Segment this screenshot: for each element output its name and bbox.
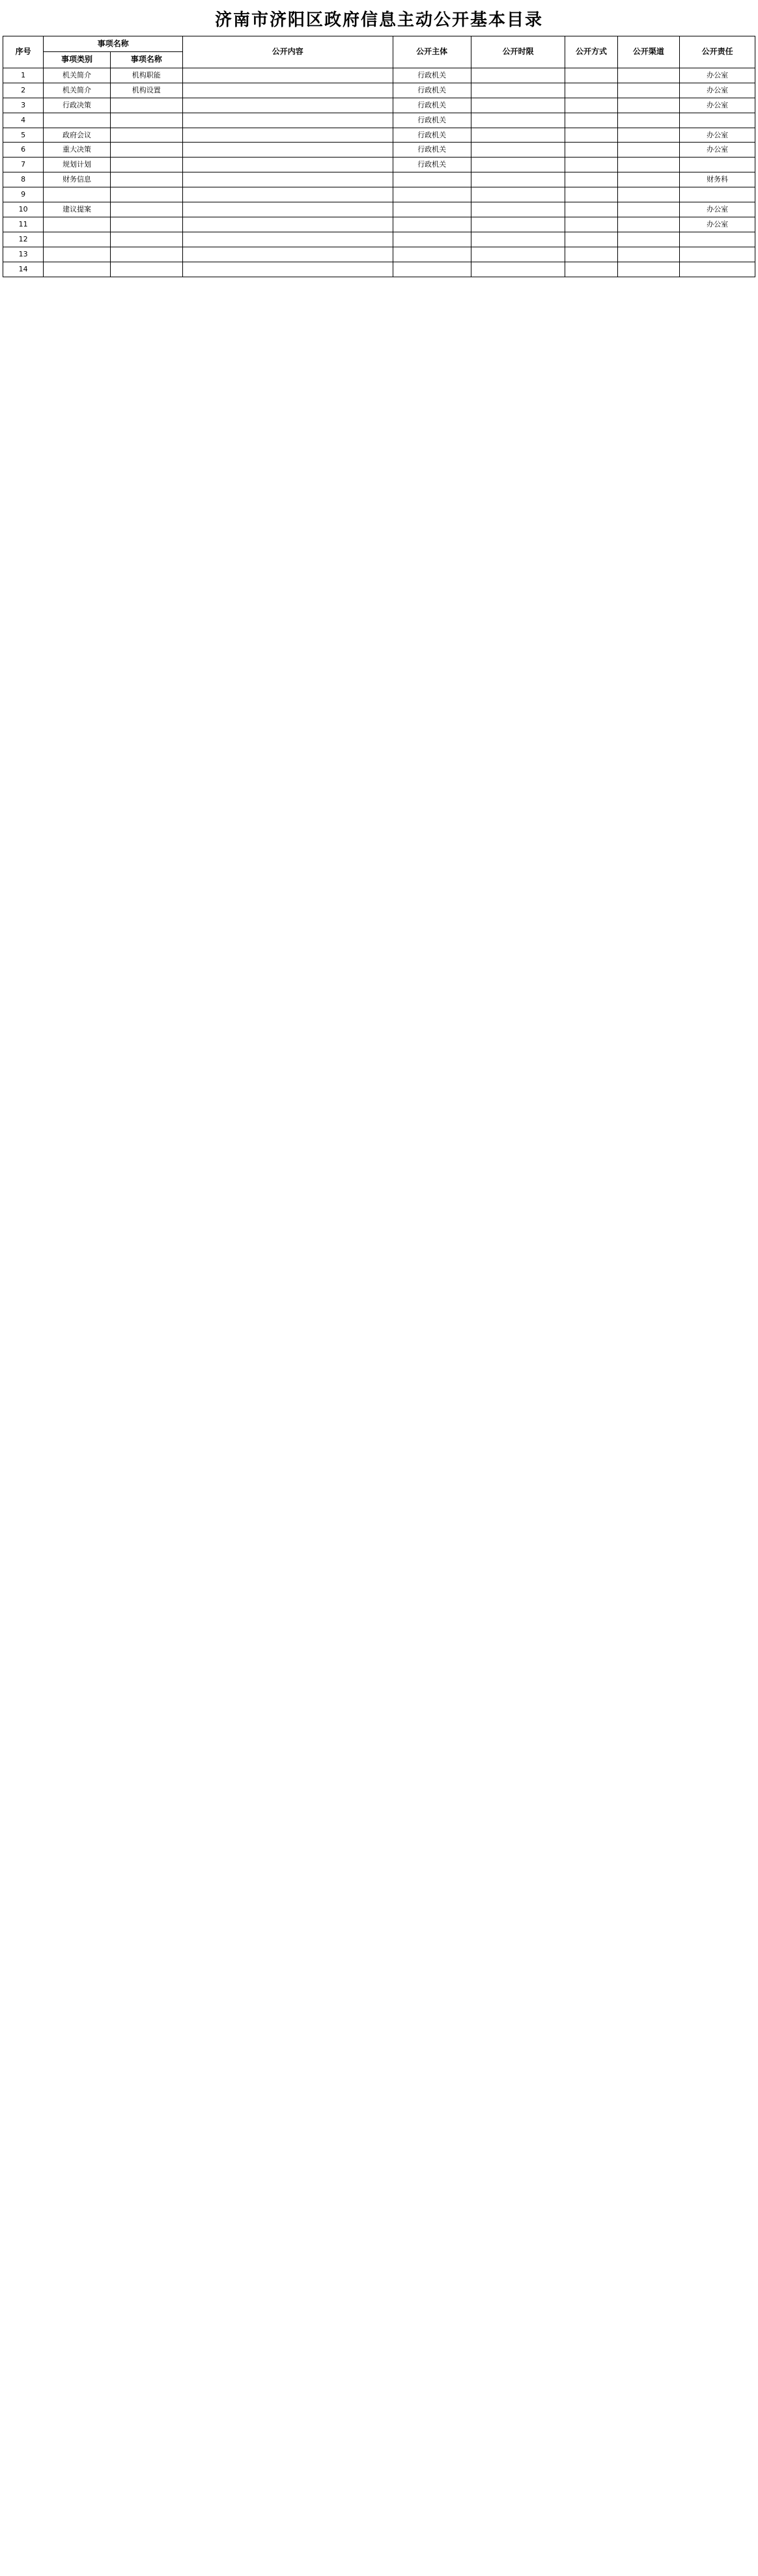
cell-name xyxy=(110,113,182,128)
cell-way xyxy=(565,202,617,217)
cell-no: 2 xyxy=(3,83,44,98)
cell-way xyxy=(565,98,617,113)
cell-category: 建议提案 xyxy=(44,202,110,217)
header-responsibility: 公开责任 xyxy=(680,36,755,68)
cell-name xyxy=(110,172,182,187)
cell-category: 政府会议 xyxy=(44,128,110,143)
cell-limit xyxy=(471,247,565,262)
cell-name xyxy=(110,262,182,277)
cell-subject: 行政机关 xyxy=(393,113,471,128)
cell-responsibility: 办公室 xyxy=(680,98,755,113)
header-no: 序号 xyxy=(3,36,44,68)
cell-subject: 行政机关 xyxy=(393,158,471,172)
cell-no: 3 xyxy=(3,98,44,113)
cell-channel xyxy=(617,128,680,143)
cell-way xyxy=(565,128,617,143)
cell-name xyxy=(110,143,182,158)
table-row xyxy=(3,232,755,247)
cell-name: 机构职能 xyxy=(110,68,182,83)
cell-limit xyxy=(471,143,565,158)
cell-channel xyxy=(617,172,680,187)
header-content: 公开内容 xyxy=(182,36,393,68)
cell-subject: 行政机关 xyxy=(393,128,471,143)
cell-no: 10 xyxy=(3,202,44,217)
cell-responsibility: 办公室 xyxy=(680,202,755,217)
cell-responsibility xyxy=(680,247,755,262)
cell-content xyxy=(182,98,393,113)
cell-no: 7 xyxy=(3,158,44,172)
table-row xyxy=(3,217,755,232)
table-row xyxy=(3,158,755,172)
cell-category: 规划计划 xyxy=(44,158,110,172)
header-subject: 公开主体 xyxy=(393,36,471,68)
cell-responsibility: 办公室 xyxy=(680,83,755,98)
cell-subject: 行政机关 xyxy=(393,143,471,158)
cell-no: 11 xyxy=(3,217,44,232)
table-row xyxy=(3,128,755,143)
cell-content xyxy=(182,172,393,187)
cell-channel xyxy=(617,247,680,262)
cell-subject xyxy=(393,172,471,187)
cell-no: 8 xyxy=(3,172,44,187)
cell-category: 重大决策 xyxy=(44,143,110,158)
cell-name xyxy=(110,232,182,247)
table-row xyxy=(3,98,755,113)
cell-way xyxy=(565,187,617,202)
cell-channel xyxy=(617,217,680,232)
cell-limit xyxy=(471,187,565,202)
cell-channel xyxy=(617,158,680,172)
table-row xyxy=(3,262,755,277)
table-row xyxy=(3,68,755,83)
cell-no: 1 xyxy=(3,68,44,83)
cell-responsibility xyxy=(680,187,755,202)
table-row xyxy=(3,113,755,128)
cell-no: 5 xyxy=(3,128,44,143)
cell-content xyxy=(182,128,393,143)
cell-subject: 行政机关 xyxy=(393,83,471,98)
cell-no: 14 xyxy=(3,262,44,277)
cell-limit xyxy=(471,83,565,98)
table-header-row xyxy=(3,36,755,52)
cell-content xyxy=(182,247,393,262)
cell-name xyxy=(110,98,182,113)
table-row xyxy=(3,202,755,217)
cell-category: 机关简介 xyxy=(44,83,110,98)
cell-limit xyxy=(471,68,565,83)
cell-way xyxy=(565,262,617,277)
header-channel: 公开渠道 xyxy=(617,36,680,68)
cell-content xyxy=(182,68,393,83)
cell-limit xyxy=(471,232,565,247)
cell-content xyxy=(182,158,393,172)
cell-content xyxy=(182,83,393,98)
cell-no: 4 xyxy=(3,113,44,128)
table-row xyxy=(3,172,755,187)
cell-content xyxy=(182,187,393,202)
cell-limit xyxy=(471,202,565,217)
cell-responsibility xyxy=(680,158,755,172)
cell-content xyxy=(182,143,393,158)
cell-responsibility xyxy=(680,113,755,128)
cell-channel xyxy=(617,68,680,83)
table-row xyxy=(3,247,755,262)
header-limit: 公开时限 xyxy=(471,36,565,68)
cell-category: 机关简介 xyxy=(44,68,110,83)
cell-category xyxy=(44,187,110,202)
cell-responsibility xyxy=(680,262,755,277)
cell-subject: 行政机关 xyxy=(393,98,471,113)
cell-limit xyxy=(471,128,565,143)
cell-content xyxy=(182,113,393,128)
cell-category xyxy=(44,232,110,247)
cell-way xyxy=(565,113,617,128)
cell-content xyxy=(182,202,393,217)
cell-subject xyxy=(393,217,471,232)
cell-subject xyxy=(393,232,471,247)
cell-content xyxy=(182,217,393,232)
cell-category xyxy=(44,217,110,232)
cell-subject xyxy=(393,202,471,217)
cell-responsibility xyxy=(680,232,755,247)
cell-channel xyxy=(617,113,680,128)
cell-way xyxy=(565,172,617,187)
cell-way xyxy=(565,143,617,158)
header-item-group: 事项名称 xyxy=(44,36,183,52)
table-row xyxy=(3,187,755,202)
cell-responsibility: 办公室 xyxy=(680,68,755,83)
cell-name xyxy=(110,202,182,217)
cell-name xyxy=(110,247,182,262)
cell-subject xyxy=(393,247,471,262)
cell-way xyxy=(565,68,617,83)
cell-limit xyxy=(471,217,565,232)
cell-category xyxy=(44,113,110,128)
cell-category: 行政决策 xyxy=(44,98,110,113)
header-category: 事项类别 xyxy=(44,52,110,68)
cell-way xyxy=(565,217,617,232)
header-way: 公开方式 xyxy=(565,36,617,68)
cell-subject xyxy=(393,262,471,277)
document-page xyxy=(0,0,758,284)
cell-limit xyxy=(471,172,565,187)
cell-way xyxy=(565,232,617,247)
cell-category xyxy=(44,247,110,262)
header-name: 事项名称 xyxy=(110,52,182,68)
cell-responsibility: 办公室 xyxy=(680,217,755,232)
cell-name xyxy=(110,217,182,232)
cell-channel xyxy=(617,83,680,98)
cell-subject xyxy=(393,187,471,202)
page-title: 济南市济阳区政府信息主动公开基本目录 xyxy=(214,10,543,30)
cell-channel xyxy=(617,232,680,247)
cell-responsibility: 财务科 xyxy=(680,172,755,187)
cell-name xyxy=(110,158,182,172)
cell-limit xyxy=(471,113,565,128)
cell-responsibility: 办公室 xyxy=(680,143,755,158)
cell-limit xyxy=(471,158,565,172)
cell-name xyxy=(110,187,182,202)
cell-way xyxy=(565,247,617,262)
cell-content xyxy=(182,232,393,247)
cell-no: 13 xyxy=(3,247,44,262)
cell-way xyxy=(565,158,617,172)
cell-way xyxy=(565,83,617,98)
table-row xyxy=(3,83,755,98)
table-row xyxy=(3,143,755,158)
cell-channel xyxy=(617,187,680,202)
cell-channel xyxy=(617,202,680,217)
cell-category: 财务信息 xyxy=(44,172,110,187)
cell-no: 9 xyxy=(3,187,44,202)
cell-name: 机构设置 xyxy=(110,83,182,98)
cell-subject: 行政机关 xyxy=(393,68,471,83)
cell-channel xyxy=(617,98,680,113)
cell-limit xyxy=(471,262,565,277)
cell-category xyxy=(44,262,110,277)
cell-channel xyxy=(617,262,680,277)
cell-name xyxy=(110,128,182,143)
cell-channel xyxy=(617,143,680,158)
cell-no: 12 xyxy=(3,232,44,247)
cell-responsibility: 办公室 xyxy=(680,128,755,143)
catalog-table xyxy=(3,36,755,277)
cell-content xyxy=(182,262,393,277)
cell-no: 6 xyxy=(3,143,44,158)
cell-limit xyxy=(471,98,565,113)
